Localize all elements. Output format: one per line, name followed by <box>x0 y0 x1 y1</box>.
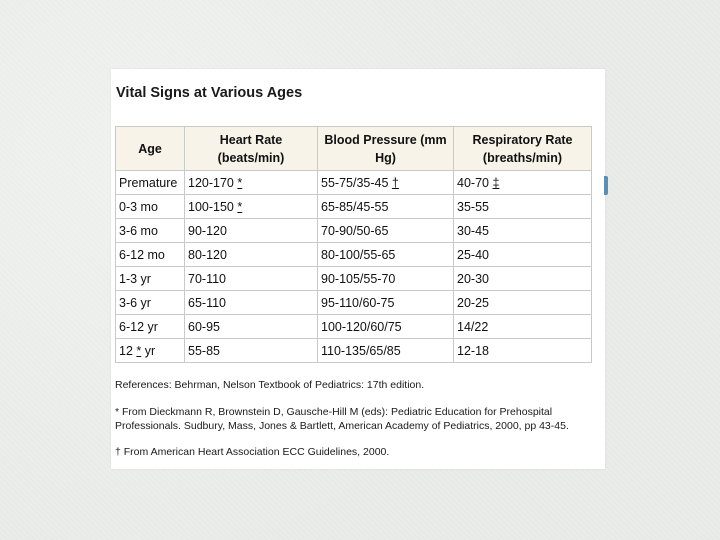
cell-value: 65-85/45-55 <box>321 199 389 214</box>
cell-blood-pressure <box>318 339 454 363</box>
cell-value: 30-45 <box>457 223 489 238</box>
table-header-row <box>116 127 592 171</box>
table-row <box>116 171 592 195</box>
cell-age <box>116 291 185 315</box>
cell-value: 0-3 mo <box>119 199 158 214</box>
table-row <box>116 243 592 267</box>
cell-age <box>116 315 185 339</box>
cell-value: 14/22 <box>457 319 489 334</box>
cell-value: 55-75/35-45 <box>321 175 389 190</box>
cell-heart-rate <box>185 267 318 291</box>
cell-blood-pressure <box>318 219 454 243</box>
cell-value: 6-12 mo <box>119 247 165 262</box>
cell-blood-pressure <box>318 291 454 315</box>
cell-age <box>116 171 185 195</box>
column-header-age: Age <box>116 127 185 171</box>
cell-blood-pressure <box>318 315 454 339</box>
cell-heart-rate <box>185 195 318 219</box>
cell-value: 40-70 <box>457 175 489 190</box>
table-row <box>116 291 592 315</box>
cell-value: 110-135/65/85 <box>321 343 401 358</box>
cell-value: 20-25 <box>457 295 489 310</box>
cell-value: Premature <box>119 175 178 190</box>
footnote-marker: * <box>136 343 142 358</box>
page-title: Vital Signs at Various Ages <box>116 85 303 101</box>
cell-value: 65-110 <box>188 295 226 310</box>
cell-value: 90-120 <box>188 223 227 238</box>
cell-heart-rate <box>185 171 318 195</box>
table-row <box>116 315 592 339</box>
cell-value: yr <box>141 343 156 358</box>
cell-value: 35-55 <box>457 199 489 214</box>
cell-blood-pressure <box>318 267 454 291</box>
cell-age <box>116 243 185 267</box>
cell-value: 70-110 <box>188 271 226 286</box>
cell-heart-rate <box>185 339 318 363</box>
cell-value: 120-170 <box>188 175 234 190</box>
footnote-dieckmann: * From Dieckmann R, Brownstein D, Gausche-Hill M (eds): Pediatric Education for Prehospital Professionals. Sudbury, Mass, Jones & Bartlett, American Academy of Pediatrics, 2000, pp 43-45. <box>115 406 569 432</box>
cell-age <box>116 219 185 243</box>
cell-value: 100-120/60/75 <box>321 319 402 334</box>
cell-age <box>116 195 185 219</box>
cell-respiratory-rate <box>454 171 592 195</box>
cell-value: 95-110/60-75 <box>321 295 395 310</box>
cell-value: 70-90/50-65 <box>321 223 389 238</box>
footnote-marker: † <box>391 175 399 190</box>
cell-heart-rate <box>185 243 318 267</box>
cell-value: 55-85 <box>188 343 220 358</box>
cell-value: 1-3 yr <box>119 271 151 286</box>
cell-respiratory-rate <box>454 267 592 291</box>
cell-respiratory-rate <box>454 243 592 267</box>
side-scroll-tab[interactable] <box>604 176 608 195</box>
cell-value: 90-105/55-70 <box>321 271 396 286</box>
cell-blood-pressure <box>318 171 454 195</box>
cell-value: 80-120 <box>188 247 227 262</box>
cell-respiratory-rate <box>454 315 592 339</box>
table-row <box>116 267 592 291</box>
cell-respiratory-rate <box>454 219 592 243</box>
cell-age <box>116 267 185 291</box>
cell-value: 3-6 mo <box>119 223 158 238</box>
cell-respiratory-rate <box>454 339 592 363</box>
footnote-marker: * <box>237 199 243 214</box>
table-row <box>116 195 592 219</box>
cell-heart-rate <box>185 291 318 315</box>
cell-value: 80-100/55-65 <box>321 247 396 262</box>
cell-value: 20-30 <box>457 271 489 286</box>
cell-age <box>116 339 185 363</box>
cell-value: 12-18 <box>457 343 489 358</box>
cell-value: 12 <box>119 343 133 358</box>
cell-blood-pressure <box>318 195 454 219</box>
column-header-heart-rate: Heart Rate (beats/min) <box>185 127 318 171</box>
cell-value: 3-6 yr <box>119 295 151 310</box>
table-row <box>116 219 592 243</box>
table-card <box>111 69 605 469</box>
column-header-respiratory-rate: Respiratory Rate (breaths/min) <box>454 127 592 171</box>
table-row <box>116 339 592 363</box>
cell-value: 6-12 yr <box>119 319 158 334</box>
footnote-marker: * <box>237 175 243 190</box>
cell-blood-pressure <box>318 243 454 267</box>
vital-signs-table <box>115 126 592 363</box>
cell-value: 100-150 <box>188 199 234 214</box>
cell-heart-rate <box>185 219 318 243</box>
cell-value: 25-40 <box>457 247 489 262</box>
cell-value: 60-95 <box>188 319 220 334</box>
references-text: References: Behrman, Nelson Textbook of Pediatrics: 17th edition. <box>115 379 425 391</box>
column-header-blood-pressure: Blood Pressure (mm Hg) <box>318 127 454 171</box>
cell-respiratory-rate <box>454 291 592 315</box>
footnote-marker: ‡ <box>492 175 500 190</box>
footnote-aha: † From American Heart Association ECC Guidelines, 2000. <box>115 446 390 458</box>
cell-respiratory-rate <box>454 195 592 219</box>
cell-heart-rate <box>185 315 318 339</box>
